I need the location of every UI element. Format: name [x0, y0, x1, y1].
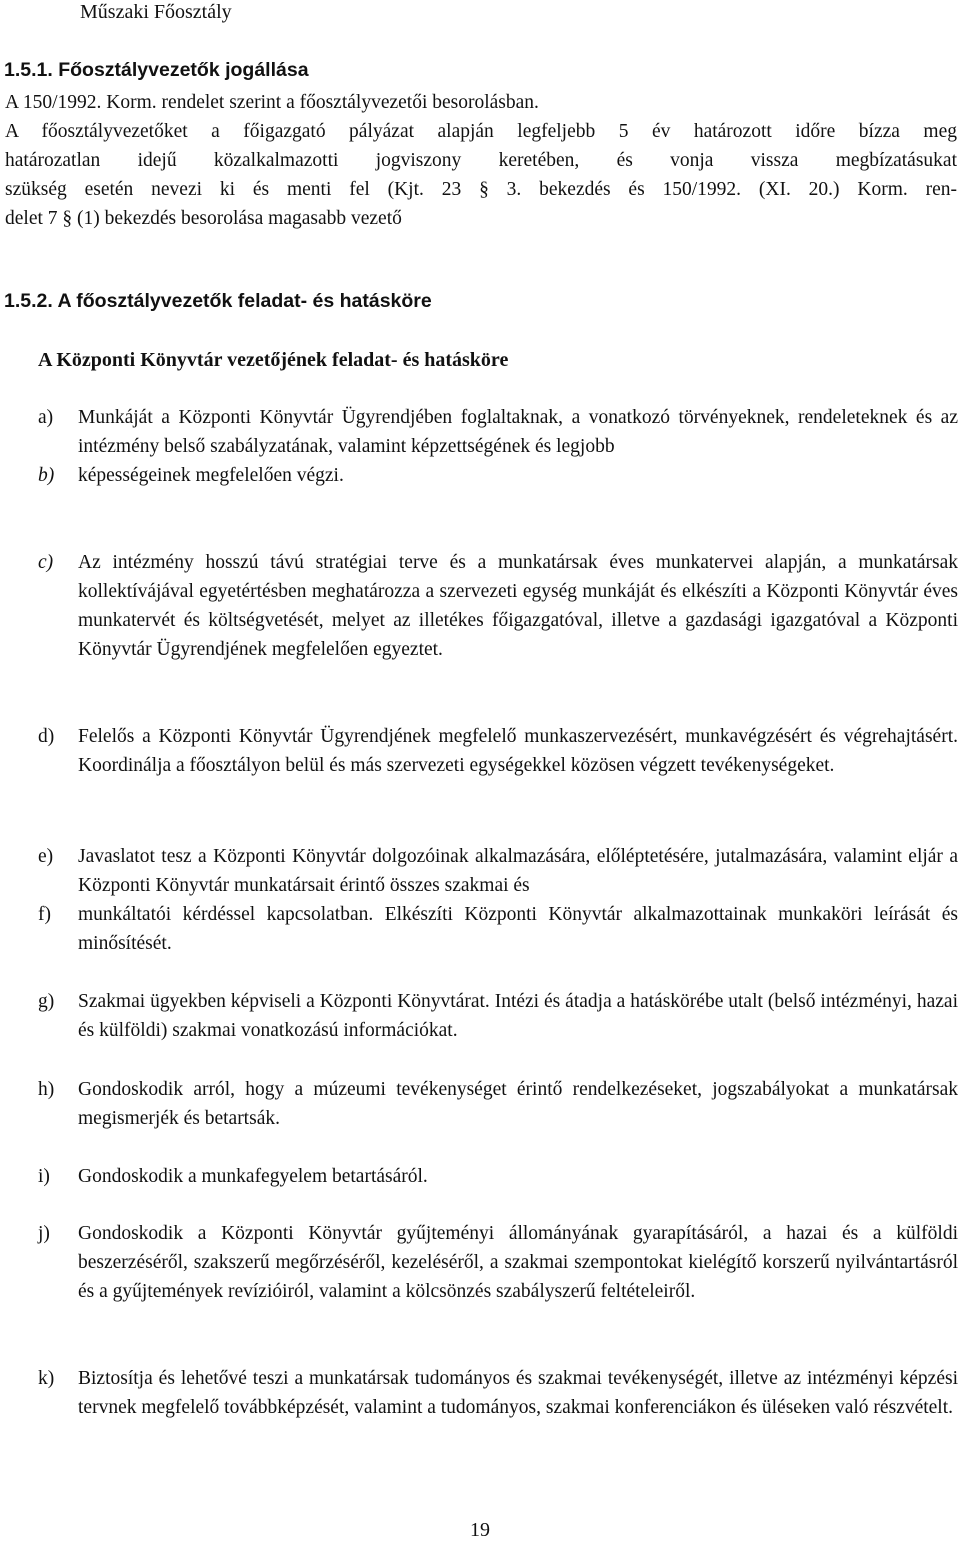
section-title-jogallas: 1.5.1. Főosztályvezetők jogállása [4, 59, 309, 81]
list-item [38, 1162, 958, 1191]
list-item [38, 722, 958, 780]
list-item-text: Gondoskodik a munkafegyelem betartásáról. [78, 1166, 428, 1187]
list-block [38, 403, 958, 490]
list-item-label: a) [38, 407, 54, 428]
section-title-feladatkor: 1.5.2. A főosztályvezetők feladat- és hatásköre [4, 290, 432, 312]
list-item-label: f) [38, 904, 51, 925]
list-item-text: Gondoskodik arról, hogy a múzeumi tevékenységet érintő rendelkezéseket, jogszabályokat a munkatársak megismerjék és betartsák. [78, 1079, 958, 1129]
list-block [38, 1364, 958, 1422]
list-item [38, 403, 958, 461]
list-item-label: b) [38, 465, 55, 486]
intro-line: szükség esetén nevezi ki és menti fel (Kjt. 23 § 3. bekezdés és 150/1992. (XI. 20.) Korm. ren- [5, 179, 957, 200]
list-item-label: c) [38, 552, 54, 573]
intro-text [5, 88, 957, 233]
list-item [38, 987, 958, 1045]
list-item-label: h) [38, 1079, 55, 1100]
list-item [38, 900, 958, 958]
list-block [38, 1075, 958, 1133]
intro-line: A főosztályvezetőket a főigazgató pályázat alapján legfeljebb 5 év határozott időre bízza meg [5, 121, 957, 142]
page-number: 19 [470, 1519, 490, 1541]
list-item-text: munkáltatói kérdéssel kapcsolatban. Elkészíti Központi Könyvtár alkalmazottainak munkaköri leírását és minősítését. [78, 904, 958, 954]
list-item-text: Javaslatot tesz a Központi Könyvtár dolgozóinak alkalmazására, előléptetésére, jutalmazására, valamint eljár a Központi Könyvtár munkatársait érintő összes szakmai és [78, 846, 958, 896]
list-item-label: e) [38, 846, 54, 867]
list-block [38, 722, 958, 780]
list-block [38, 548, 958, 664]
list-item-text: Felelős a Központi Könyvtár Ügyrendjének megfelelő munkaszervezésért, munkavégzésért és végrehajtásért. Koordinálja a főosztályon belül és más szervezeti egységekkel közösen végzett tevékenységeket. [78, 726, 958, 776]
subsection-title: A Központi Könyvtár vezetőjének feladat- és hatásköre [38, 349, 509, 371]
intro-paragraph-1: A 150/1992. Korm. rendelet szerint a főosztályvezetői besorolásban. [5, 92, 539, 113]
list-item-text: Biztosítja és lehetővé teszi a munkatársak tudományos és szakmai tevékenységét, illetve az intézményi képzési tervnek megfelelő továbbképzését, valamint a tudományos, szakmai konferenciákon és üléseken való részvételt. [78, 1368, 958, 1418]
list-item-text: Gondoskodik a Központi Könyvtár gyűjteményi állományának gyarapításáról, a hazai és a külföldi beszerzéséről, szakszerű megőrzéséről, kezeléséről, a szakmai szempontokat kielégítő korszerű nyilvántartásról és a gyűjtemények revízióiról, valamint a kölcsönzés szabályszerű feltételeiről. [78, 1223, 958, 1302]
list-item [38, 1075, 958, 1133]
list-item-text: Szakmai ügyekben képviseli a Központi Könyvtárat. Intézi és átadja a hatáskörébe utalt (belső intézményi, hazai és külföldi) szakmai vonatkozású információkat. [78, 991, 958, 1041]
list-item [38, 842, 958, 900]
intro-line: delet 7 § (1) bekezdés besorolása magasabb vezető [5, 208, 402, 229]
list-item [38, 1364, 958, 1422]
list-item-label: j) [38, 1223, 50, 1244]
list-item-text: Munkáját a Központi Könyvtár Ügyrendjében foglaltaknak, a vonatkozó törvényeknek, rendeleteknek és az intézmény belső szabályzatának, valamint képzettségének és legjobb [78, 407, 958, 457]
page-header: Műszaki Főosztály [80, 1, 232, 23]
list-item [38, 1219, 958, 1306]
list-item-text: képességeinek megfelelően végzi. [78, 465, 344, 486]
list-item-label: g) [38, 991, 55, 1012]
list-item-label: k) [38, 1368, 55, 1389]
list-block [38, 1162, 958, 1191]
list-item-text: Az intézmény hosszú távú stratégiai terve és a munkatársak éves munkatervei alapján, a munkatársak kollektívájával egyetértésben meghatározza a szervezeti egység munkáját és elkészíti a Központi Könyvtár éves munkatervét és költségvetését, melyet az illetékes főigazgatóval, illetve a gazdasági igazgatóval a Központi Könyvtár Ügyrendjének megfelelően egyeztet. [78, 552, 958, 660]
list-block [38, 842, 958, 958]
list-item-label: d) [38, 726, 55, 747]
list-item [38, 461, 958, 490]
list-block [38, 1219, 958, 1306]
list-item-label: i) [38, 1166, 50, 1187]
intro-line: határozatlan idejű közalkalmazotti jogviszony keretében, és vonja vissza megbízatásukat [5, 150, 957, 171]
list-item [38, 548, 958, 664]
list-block [38, 987, 958, 1045]
